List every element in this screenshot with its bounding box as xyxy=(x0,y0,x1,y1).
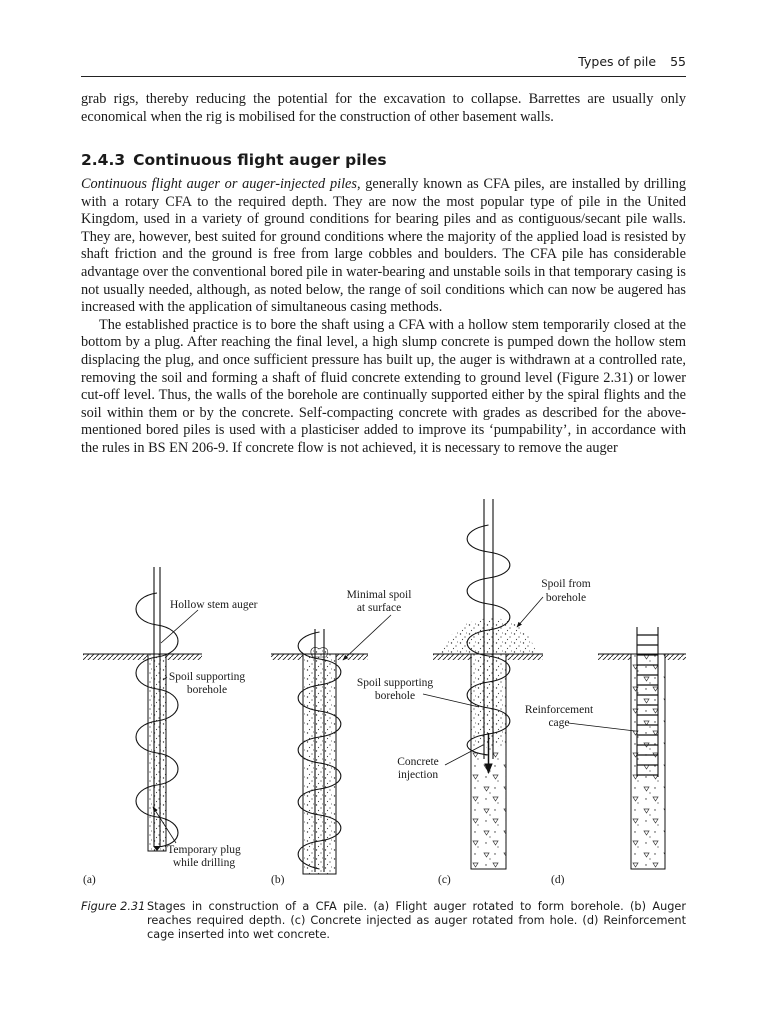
caption-text: Stages in construction of a CFA pile. (a) Flight auger rotated to form borehole. (b) Auger reaches required depth. (c) Concrete injected as auger rotated from hole. (d) Reinforcement cage inserted into wet concrete. xyxy=(147,900,686,941)
label-minimal-spoil-2: at surface xyxy=(356,602,402,614)
label-concrete-1: Concrete xyxy=(397,756,439,768)
paragraph-3: The established practice is to bore the shaft using a CFA with a hollow stem temporarily closed at the bottom by a plug. After reaching the final level, a high slump concrete is pumped down the hollow stem displacing the plug, and once sufficient pressure has built up, the auger is withdrawn at a controlled rate, removing the soil and forming a shaft of fluid concrete extending to ground level (Figure 2.31) or lower cut-off level. Thus, the walls of the borehole are continually supported either by the spiral flights and the soil within them or by the concrete. Self-compacting concrete with grades as described for the above-mentioned bored piles is used with a plasticiser added to improve its ‘pumpability’, in accordance with the rules in BS EN 206-9. If concrete flow is not achieved, it is necessary to remove the auger xyxy=(81,316,686,456)
panel-label-a: (a) xyxy=(83,874,96,886)
figure-caption xyxy=(81,900,686,942)
panel-label-c: (c) xyxy=(438,874,451,886)
label-temporary-plug-2: while drilling xyxy=(172,857,236,869)
label-spoil-supporting-b-1: Spoil supporting xyxy=(356,677,434,689)
section-heading xyxy=(81,151,686,169)
paragraph-2 xyxy=(81,176,686,317)
panel-b-graphic xyxy=(271,629,368,874)
paragraph-2-rest: , generally known as CFA piles, are installed by drilling with a rotary CFA to the required depth. They are now the most popular type of pile in the United Kingdom, used in a variety of ground conditions for bearing piles and as contiguous/secant pile walls. They are, however, best suited for ground conditions where the majority of the applied load is resisted by shaft friction and the ground is free from large cobbles and boulders. The CFA pile has considerable advantage over the conventional bored pile in water-bearing and unstable soils in that temporary casing is not usually needed, although, as noted below, the range of soil conditions which can now be augered has increased with the application of simultaneous casing methods. xyxy=(81,176,686,316)
page-number: 55 xyxy=(670,54,686,69)
label-spoil-from-1: Spoil from xyxy=(541,578,591,590)
panel-d-graphic xyxy=(598,627,686,869)
header-section-title: Types of pile xyxy=(578,54,657,69)
label-concrete-2: injection xyxy=(397,769,439,781)
section-number: 2.4.3 xyxy=(81,151,126,169)
label-temporary-plug-1: Temporary plug xyxy=(167,844,241,856)
caption-label: Figure 2.31 xyxy=(81,900,146,913)
running-header xyxy=(81,54,686,72)
label-spoil-supporting-a-1: Spoil supporting xyxy=(168,671,246,683)
header-rule xyxy=(81,76,686,77)
figure-2-31 xyxy=(81,497,686,891)
section-title: Continuous flight auger piles xyxy=(133,151,387,169)
label-spoil-supporting-a-2: borehole xyxy=(186,684,228,696)
label-minimal-spoil-1: Minimal spoil xyxy=(346,589,412,601)
paragraph-2-italic: Continuous flight auger or auger-injected piles xyxy=(81,176,357,192)
label-reinforcement-2: cage xyxy=(548,717,570,729)
label-spoil-supporting-b-2: borehole xyxy=(374,690,416,702)
label-spoil-from-2: borehole xyxy=(545,592,587,604)
label-reinforcement-1: Reinforcement xyxy=(524,704,594,716)
panel-c-graphic xyxy=(433,499,543,869)
label-hollow-stem-auger: Hollow stem auger xyxy=(170,599,258,611)
cfa-stages-diagram xyxy=(81,497,686,891)
paragraph-1 xyxy=(81,91,686,126)
body-text xyxy=(81,176,686,458)
panel-label-d: (d) xyxy=(551,874,565,886)
paragraph-1-text: grab rigs, thereby reducing the potential for the excavation to collapse. Barrettes are usually only economical when the rig is mobilised for the construction of other basement walls. xyxy=(81,91,686,125)
panel-label-b: (b) xyxy=(271,874,285,886)
